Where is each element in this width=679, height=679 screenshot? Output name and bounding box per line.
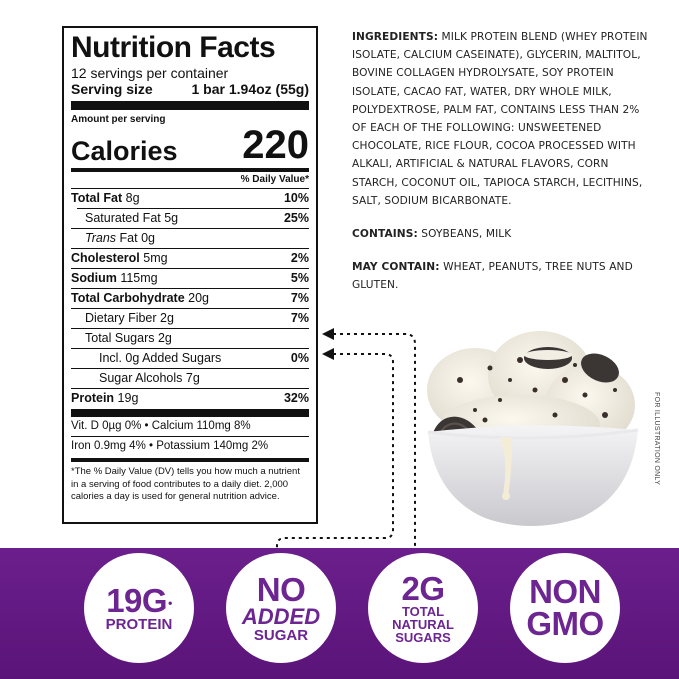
nutrient-amount: 5g [164,211,179,225]
nutrient-amount: 19g [117,391,139,405]
ingredients-text: MILK PROTEIN BLEND (WHEY PROTEIN ISOLATE, CALCIUM CASEINATE), GLYCERIN, MALTITOL, BOVINE COLLAGEN HYDROLYSATE, SOY PROTEIN ISOLATE, CACAO FAT, WATER, DRY WHOLE MILK, POLYDEXTROSE, PALM FAT, CONTAINS LESS THAN 2% OF EACH OF THE FOLLOWING: UNSWEETENED CHOCOLATE, RICE FLOUR, COCOA PROCESSED WITH ALKALI, ARTIFICIAL & NATURAL FLAVORS, CORN STARCH, COCONUT OIL, TAPIOCA STARCH, LECITHINS, SALT, SODIUM BICARBONATE. [352,31,648,207]
nutrient-row-sodium [71,268,309,288]
thick-divider [71,101,309,110]
nutrient-amount: 2g [157,331,172,345]
nutrient-row-trans-fat [71,228,309,248]
ingredients-label: INGREDIENTS: [352,31,439,43]
arrowhead-1 [322,328,334,340]
illustration-note: FOR ILLUSTRATION ONLY [653,392,660,486]
badge-natural-sugars [368,553,478,663]
nutrient-row-saturated-fat [77,208,309,228]
nutrient-label: Incl. 0g Added Sugars [99,351,222,365]
nutrient-label: Saturated Fat [85,211,161,225]
vitamins-line-1: Vit. D 0µg 0% • Calcium 110mg 8% [71,420,251,432]
nutrient-label: Trans [85,231,117,245]
nutrient-pct: 0% [290,351,309,365]
contains-label: CONTAINS: [352,228,418,241]
calories-label: Calories [71,136,178,166]
badge-protein-value: 19G• [106,581,172,619]
badge-sugar: SUGAR [253,626,309,644]
nutrient-amount: 7g [185,371,200,385]
serving-size-value: 1 bar 1.94oz (55g) [191,81,309,97]
ice-cream-bowl-illustration [400,320,660,540]
arrowhead-2 [322,348,334,360]
nutrient-label: Sugar Alcohols [99,371,183,385]
nutrient-label: Total Fat [71,191,123,205]
medium-divider-2 [71,458,309,462]
nutrient-row-cholesterol [71,248,309,268]
nutrient-pct: 32% [283,391,309,405]
calories-row [71,124,309,166]
servings-per-container: 12 servings per container [71,65,229,81]
vitamins-line-2: Iron 0.9mg 4% • Potassium 140mg 2% [71,436,309,456]
nutrient-pct: 25% [283,211,309,225]
nutrient-pct: 10% [283,191,309,205]
nutrient-amount: 115mg [120,271,158,285]
calories-value: 220 [242,123,309,167]
nutrient-amount: 8g [125,191,140,205]
nutrient-row-added-sugars [71,348,309,368]
nutrient-pct: 7% [290,291,309,305]
nutrient-amount: 2g [160,311,174,325]
serving-size-label: Serving size [71,81,153,97]
may-contain-label: MAY CONTAIN: [352,261,440,274]
badge-added: ADDED [241,603,321,629]
badge-non-gmo [510,553,620,663]
thick-divider-2 [71,409,309,417]
daily-value-header: % Daily Value* [240,174,309,185]
badge-natural-value: 2G [401,569,445,607]
daily-value-footnote: *The % Daily Value (DV) tells you how much a nutrient in a serving of food contributes to a daily diet. 2,000 calories a day is used for general nutrition advice. [71,466,300,502]
nutrient-label: Total Sugars [85,331,155,345]
nutrient-row-dietary-fiber [71,308,309,328]
nutrient-row-total-carbohydrate [71,288,309,308]
nutrient-amount: 20g [188,291,210,305]
nutrient-pct: 2% [290,251,309,265]
serving-size-row [71,81,309,98]
nutrient-row-sugar-alcohols [71,368,309,388]
badge-protein [84,553,194,663]
nutrient-amount: 0g [141,231,155,245]
nutrient-label: Dietary Fiber [85,311,157,325]
badge-natural-line2: NATURAL [392,616,454,632]
nutrient-row-total-fat [71,188,309,208]
nutrient-label: Total Carbohydrate [71,291,185,305]
nutrient-label: Protein [71,391,115,405]
contains-paragraph [352,225,652,243]
nutrient-pct: 7% [290,311,309,325]
ingredients-block [352,28,652,310]
nutrient-amount: 5mg [143,251,168,265]
nutrient-label-suffix: Fat [119,231,138,245]
amount-per-serving: Amount per serving [71,114,166,125]
badge-protein-mark: • [168,595,172,610]
nutrient-row-protein [71,388,309,408]
nutrient-label: Sodium [71,271,117,285]
nutrient-label: Cholesterol [71,251,140,265]
badge-gmo: GMO [526,605,604,642]
nutrition-facts-panel [62,26,318,524]
nutrition-title: Nutrition Facts [71,31,276,64]
may-contain-paragraph [352,258,652,294]
contains-text: SOYBEANS, MILK [421,228,512,241]
ingredients-paragraph [352,28,652,210]
badge-no: NO [256,570,306,608]
badge-protein-label: PROTEIN [105,615,173,633]
badge-natural-line1: TOTAL [401,603,445,619]
nutrient-pct: 5% [290,271,309,285]
badge-no-added-sugar [226,553,336,663]
nutrient-row-total-sugars [71,328,309,348]
badge-non: NON [529,573,601,610]
badge-natural-line3: SUGARS [395,629,451,645]
may-contain-text: WHEAT, PEANUTS, TREE NUTS AND GLUTEN. [352,261,633,292]
